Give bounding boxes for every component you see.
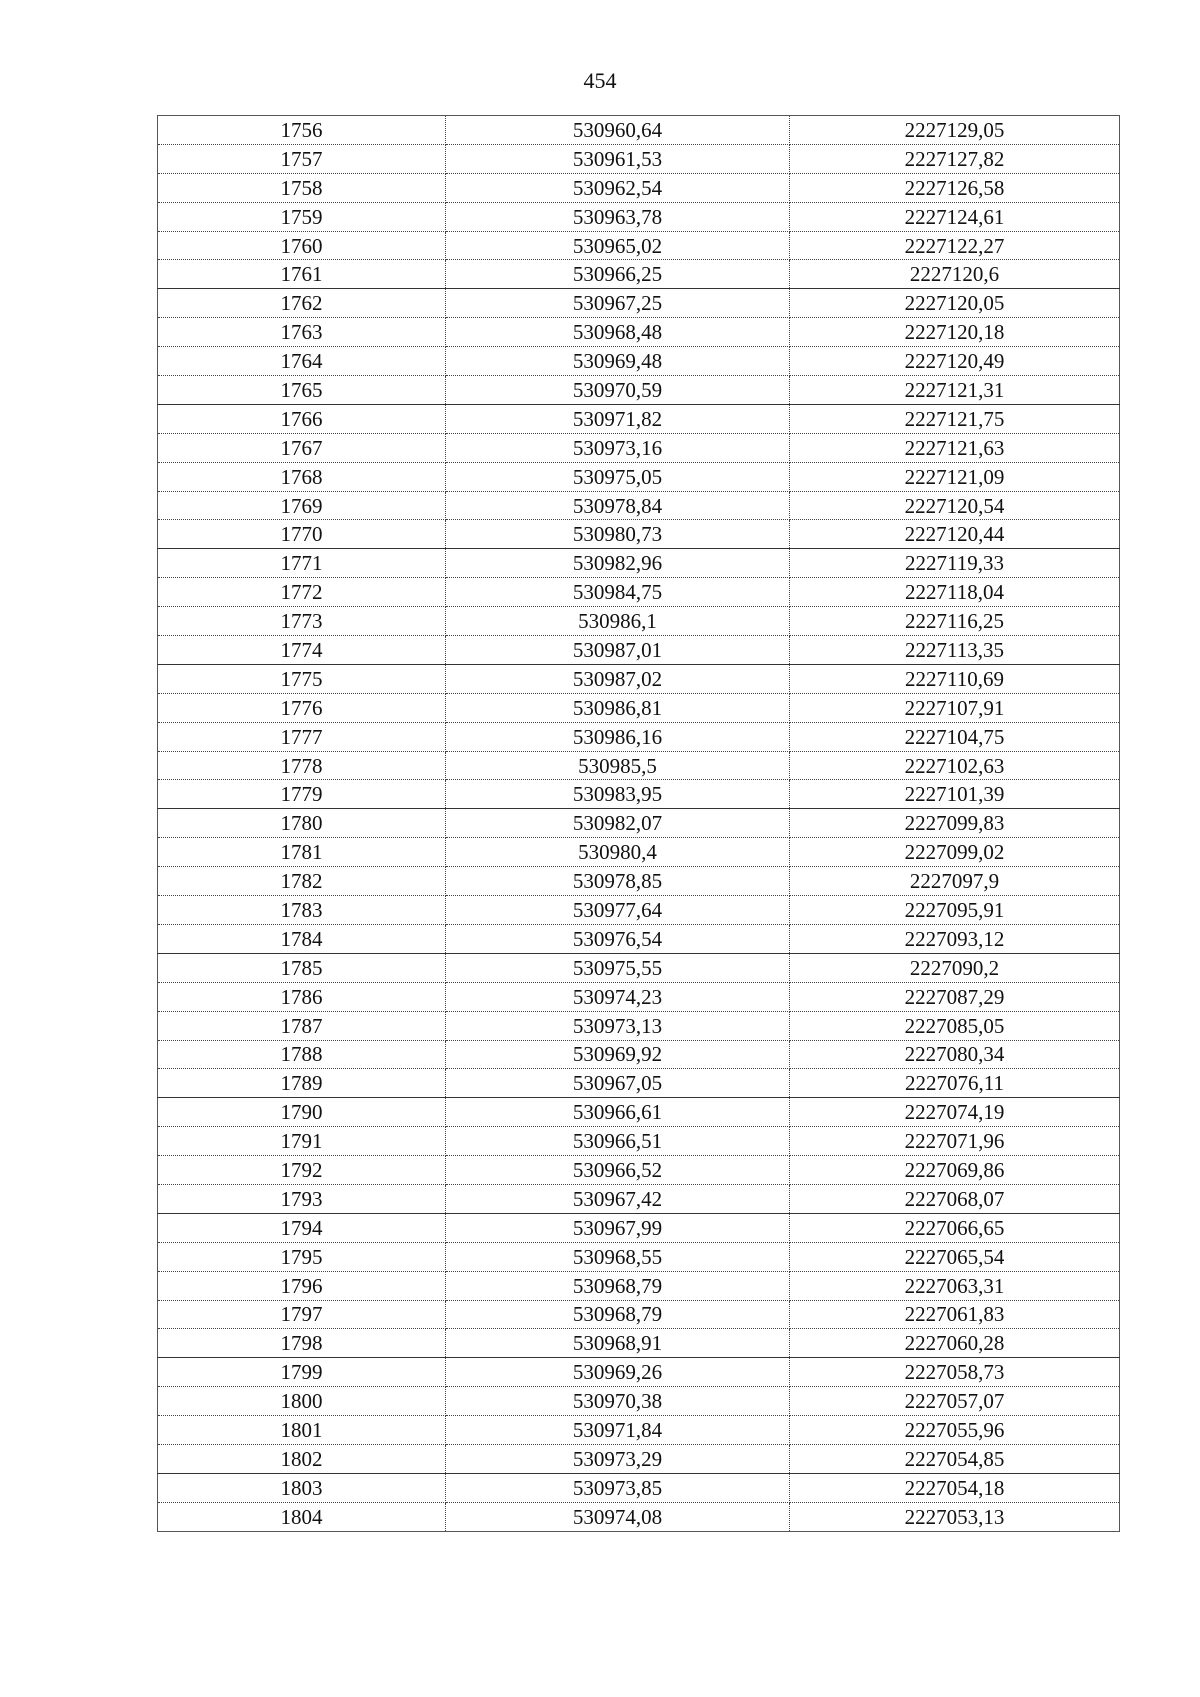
table-row <box>158 896 1120 925</box>
y-coordinate-cell: 2227118,04 <box>790 578 1120 607</box>
x-coordinate-cell: 530966,51 <box>446 1127 790 1156</box>
x-coordinate-cell: 530966,61 <box>446 1098 790 1127</box>
point-number-cell: 1782 <box>158 867 446 896</box>
y-coordinate-cell: 2227120,54 <box>790 491 1120 520</box>
table-row <box>158 1416 1120 1445</box>
y-coordinate-cell: 2227058,73 <box>790 1358 1120 1387</box>
point-number-cell: 1802 <box>158 1444 446 1473</box>
y-coordinate-cell: 2227060,28 <box>790 1329 1120 1358</box>
table-row <box>158 1098 1120 1127</box>
y-coordinate-cell: 2227102,63 <box>790 751 1120 780</box>
x-coordinate-cell: 530969,92 <box>446 1040 790 1069</box>
x-coordinate-cell: 530978,84 <box>446 491 790 520</box>
y-coordinate-cell: 2227107,91 <box>790 693 1120 722</box>
table-row <box>158 462 1120 491</box>
table-row <box>158 1127 1120 1156</box>
x-coordinate-cell: 530970,59 <box>446 376 790 405</box>
table-row <box>158 1069 1120 1098</box>
coordinates-table <box>157 115 1120 1532</box>
y-coordinate-cell: 2227120,49 <box>790 347 1120 376</box>
x-coordinate-cell: 530967,42 <box>446 1184 790 1213</box>
table-row <box>158 173 1120 202</box>
table-row <box>158 144 1120 173</box>
table-row <box>158 491 1120 520</box>
x-coordinate-cell: 530985,5 <box>446 751 790 780</box>
point-number-cell: 1783 <box>158 896 446 925</box>
point-number-cell: 1771 <box>158 549 446 578</box>
y-coordinate-cell: 2227053,13 <box>790 1502 1120 1531</box>
table-row <box>158 1271 1120 1300</box>
y-coordinate-cell: 2227069,86 <box>790 1156 1120 1185</box>
table-row <box>158 1329 1120 1358</box>
x-coordinate-cell: 530968,91 <box>446 1329 790 1358</box>
point-number-cell: 1791 <box>158 1127 446 1156</box>
point-number-cell: 1800 <box>158 1387 446 1416</box>
table-row <box>158 1242 1120 1271</box>
y-coordinate-cell: 2227066,65 <box>790 1213 1120 1242</box>
point-number-cell: 1801 <box>158 1416 446 1445</box>
x-coordinate-cell: 530974,23 <box>446 982 790 1011</box>
x-coordinate-cell: 530968,55 <box>446 1242 790 1271</box>
point-number-cell: 1766 <box>158 404 446 433</box>
table-row <box>158 231 1120 260</box>
table-row <box>158 1184 1120 1213</box>
x-coordinate-cell: 530968,79 <box>446 1300 790 1329</box>
y-coordinate-cell: 2227126,58 <box>790 173 1120 202</box>
point-number-cell: 1781 <box>158 838 446 867</box>
table-row <box>158 1156 1120 1185</box>
point-number-cell: 1768 <box>158 462 446 491</box>
point-number-cell: 1792 <box>158 1156 446 1185</box>
point-number-cell: 1788 <box>158 1040 446 1069</box>
y-coordinate-cell: 2227121,09 <box>790 462 1120 491</box>
point-number-cell: 1795 <box>158 1242 446 1271</box>
point-number-cell: 1769 <box>158 491 446 520</box>
point-number-cell: 1775 <box>158 664 446 693</box>
y-coordinate-cell: 2227121,75 <box>790 404 1120 433</box>
table-row <box>158 693 1120 722</box>
table-row <box>158 260 1120 289</box>
x-coordinate-cell: 530973,85 <box>446 1473 790 1502</box>
table-row <box>158 318 1120 347</box>
table-row <box>158 116 1120 145</box>
point-number-cell: 1776 <box>158 693 446 722</box>
y-coordinate-cell: 2227055,96 <box>790 1416 1120 1445</box>
x-coordinate-cell: 530968,48 <box>446 318 790 347</box>
x-coordinate-cell: 530973,29 <box>446 1444 790 1473</box>
x-coordinate-cell: 530962,54 <box>446 173 790 202</box>
point-number-cell: 1794 <box>158 1213 446 1242</box>
point-number-cell: 1790 <box>158 1098 446 1127</box>
table-row <box>158 982 1120 1011</box>
x-coordinate-cell: 530969,26 <box>446 1358 790 1387</box>
y-coordinate-cell: 2227097,9 <box>790 867 1120 896</box>
point-number-cell: 1803 <box>158 1473 446 1502</box>
x-coordinate-cell: 530982,07 <box>446 809 790 838</box>
y-coordinate-cell: 2227099,83 <box>790 809 1120 838</box>
table-row <box>158 1358 1120 1387</box>
y-coordinate-cell: 2227087,29 <box>790 982 1120 1011</box>
x-coordinate-cell: 530984,75 <box>446 578 790 607</box>
point-number-cell: 1762 <box>158 289 446 318</box>
table-row <box>158 1040 1120 1069</box>
point-number-cell: 1765 <box>158 376 446 405</box>
y-coordinate-cell: 2227054,85 <box>790 1444 1120 1473</box>
y-coordinate-cell: 2227120,18 <box>790 318 1120 347</box>
point-number-cell: 1757 <box>158 144 446 173</box>
table-row <box>158 1502 1120 1531</box>
x-coordinate-cell: 530961,53 <box>446 144 790 173</box>
table-row <box>158 578 1120 607</box>
x-coordinate-cell: 530968,79 <box>446 1271 790 1300</box>
point-number-cell: 1778 <box>158 751 446 780</box>
table-row <box>158 1011 1120 1040</box>
point-number-cell: 1758 <box>158 173 446 202</box>
point-number-cell: 1796 <box>158 1271 446 1300</box>
table-row <box>158 953 1120 982</box>
y-coordinate-cell: 2227074,19 <box>790 1098 1120 1127</box>
y-coordinate-cell: 2227063,31 <box>790 1271 1120 1300</box>
table-row <box>158 1444 1120 1473</box>
point-number-cell: 1770 <box>158 520 446 549</box>
y-coordinate-cell: 2227061,83 <box>790 1300 1120 1329</box>
x-coordinate-cell: 530966,25 <box>446 260 790 289</box>
y-coordinate-cell: 2227054,18 <box>790 1473 1120 1502</box>
y-coordinate-cell: 2227095,91 <box>790 896 1120 925</box>
table-row <box>158 751 1120 780</box>
point-number-cell: 1786 <box>158 982 446 1011</box>
point-number-cell: 1799 <box>158 1358 446 1387</box>
table-row <box>158 924 1120 953</box>
x-coordinate-cell: 530976,54 <box>446 924 790 953</box>
y-coordinate-cell: 2227119,33 <box>790 549 1120 578</box>
table-row <box>158 433 1120 462</box>
table-row <box>158 1387 1120 1416</box>
y-coordinate-cell: 2227071,96 <box>790 1127 1120 1156</box>
x-coordinate-cell: 530971,84 <box>446 1416 790 1445</box>
point-number-cell: 1759 <box>158 202 446 231</box>
point-number-cell: 1764 <box>158 347 446 376</box>
x-coordinate-cell: 530967,25 <box>446 289 790 318</box>
x-coordinate-cell: 530960,64 <box>446 116 790 145</box>
point-number-cell: 1756 <box>158 116 446 145</box>
y-coordinate-cell: 2227076,11 <box>790 1069 1120 1098</box>
point-number-cell: 1787 <box>158 1011 446 1040</box>
x-coordinate-cell: 530986,81 <box>446 693 790 722</box>
y-coordinate-cell: 2227104,75 <box>790 722 1120 751</box>
y-coordinate-cell: 2227080,34 <box>790 1040 1120 1069</box>
point-number-cell: 1773 <box>158 607 446 636</box>
y-coordinate-cell: 2227120,6 <box>790 260 1120 289</box>
point-number-cell: 1774 <box>158 636 446 665</box>
table-row <box>158 1300 1120 1329</box>
y-coordinate-cell: 2227057,07 <box>790 1387 1120 1416</box>
point-number-cell: 1784 <box>158 924 446 953</box>
x-coordinate-cell: 530986,16 <box>446 722 790 751</box>
x-coordinate-cell: 530970,38 <box>446 1387 790 1416</box>
table-row <box>158 722 1120 751</box>
point-number-cell: 1804 <box>158 1502 446 1531</box>
table-row <box>158 1473 1120 1502</box>
y-coordinate-cell: 2227121,63 <box>790 433 1120 462</box>
point-number-cell: 1763 <box>158 318 446 347</box>
x-coordinate-cell: 530987,01 <box>446 636 790 665</box>
y-coordinate-cell: 2227120,05 <box>790 289 1120 318</box>
point-number-cell: 1772 <box>158 578 446 607</box>
table-row <box>158 607 1120 636</box>
point-number-cell: 1761 <box>158 260 446 289</box>
table-row <box>158 867 1120 896</box>
y-coordinate-cell: 2227120,44 <box>790 520 1120 549</box>
point-number-cell: 1760 <box>158 231 446 260</box>
x-coordinate-cell: 530975,05 <box>446 462 790 491</box>
table-row <box>158 376 1120 405</box>
point-number-cell: 1777 <box>158 722 446 751</box>
x-coordinate-cell: 530980,73 <box>446 520 790 549</box>
x-coordinate-cell: 530971,82 <box>446 404 790 433</box>
table-row <box>158 202 1120 231</box>
x-coordinate-cell: 530963,78 <box>446 202 790 231</box>
x-coordinate-cell: 530977,64 <box>446 896 790 925</box>
x-coordinate-cell: 530967,99 <box>446 1213 790 1242</box>
x-coordinate-cell: 530973,16 <box>446 433 790 462</box>
table-row <box>158 636 1120 665</box>
y-coordinate-cell: 2227101,39 <box>790 780 1120 809</box>
x-coordinate-cell: 530986,1 <box>446 607 790 636</box>
x-coordinate-cell: 530965,02 <box>446 231 790 260</box>
page-number: 454 <box>583 68 617 93</box>
x-coordinate-cell: 530966,52 <box>446 1156 790 1185</box>
table-row <box>158 838 1120 867</box>
y-coordinate-cell: 2227124,61 <box>790 202 1120 231</box>
point-number-cell: 1789 <box>158 1069 446 1098</box>
table-row <box>158 1213 1120 1242</box>
y-coordinate-cell: 2227085,05 <box>790 1011 1120 1040</box>
y-coordinate-cell: 2227065,54 <box>790 1242 1120 1271</box>
y-coordinate-cell: 2227113,35 <box>790 636 1120 665</box>
y-coordinate-cell: 2227093,12 <box>790 924 1120 953</box>
y-coordinate-cell: 2227099,02 <box>790 838 1120 867</box>
point-number-cell: 1798 <box>158 1329 446 1358</box>
y-coordinate-cell: 2227122,27 <box>790 231 1120 260</box>
y-coordinate-cell: 2227090,2 <box>790 953 1120 982</box>
table-row <box>158 404 1120 433</box>
y-coordinate-cell: 2227129,05 <box>790 116 1120 145</box>
point-number-cell: 1785 <box>158 953 446 982</box>
point-number-cell: 1780 <box>158 809 446 838</box>
y-coordinate-cell: 2227110,69 <box>790 664 1120 693</box>
x-coordinate-cell: 530969,48 <box>446 347 790 376</box>
point-number-cell: 1793 <box>158 1184 446 1213</box>
x-coordinate-cell: 530987,02 <box>446 664 790 693</box>
table-row <box>158 664 1120 693</box>
point-number-cell: 1779 <box>158 780 446 809</box>
y-coordinate-cell: 2227068,07 <box>790 1184 1120 1213</box>
x-coordinate-cell: 530975,55 <box>446 953 790 982</box>
table-row <box>158 780 1120 809</box>
table-row <box>158 347 1120 376</box>
y-coordinate-cell: 2227116,25 <box>790 607 1120 636</box>
point-number-cell: 1767 <box>158 433 446 462</box>
x-coordinate-cell: 530983,95 <box>446 780 790 809</box>
y-coordinate-cell: 2227127,82 <box>790 144 1120 173</box>
x-coordinate-cell: 530974,08 <box>446 1502 790 1531</box>
x-coordinate-cell: 530973,13 <box>446 1011 790 1040</box>
x-coordinate-cell: 530967,05 <box>446 1069 790 1098</box>
y-coordinate-cell: 2227121,31 <box>790 376 1120 405</box>
table-row <box>158 809 1120 838</box>
x-coordinate-cell: 530982,96 <box>446 549 790 578</box>
coordinates-table-body <box>158 116 1120 1532</box>
table-row <box>158 520 1120 549</box>
table-row <box>158 289 1120 318</box>
table-row <box>158 549 1120 578</box>
x-coordinate-cell: 530978,85 <box>446 867 790 896</box>
point-number-cell: 1797 <box>158 1300 446 1329</box>
x-coordinate-cell: 530980,4 <box>446 838 790 867</box>
